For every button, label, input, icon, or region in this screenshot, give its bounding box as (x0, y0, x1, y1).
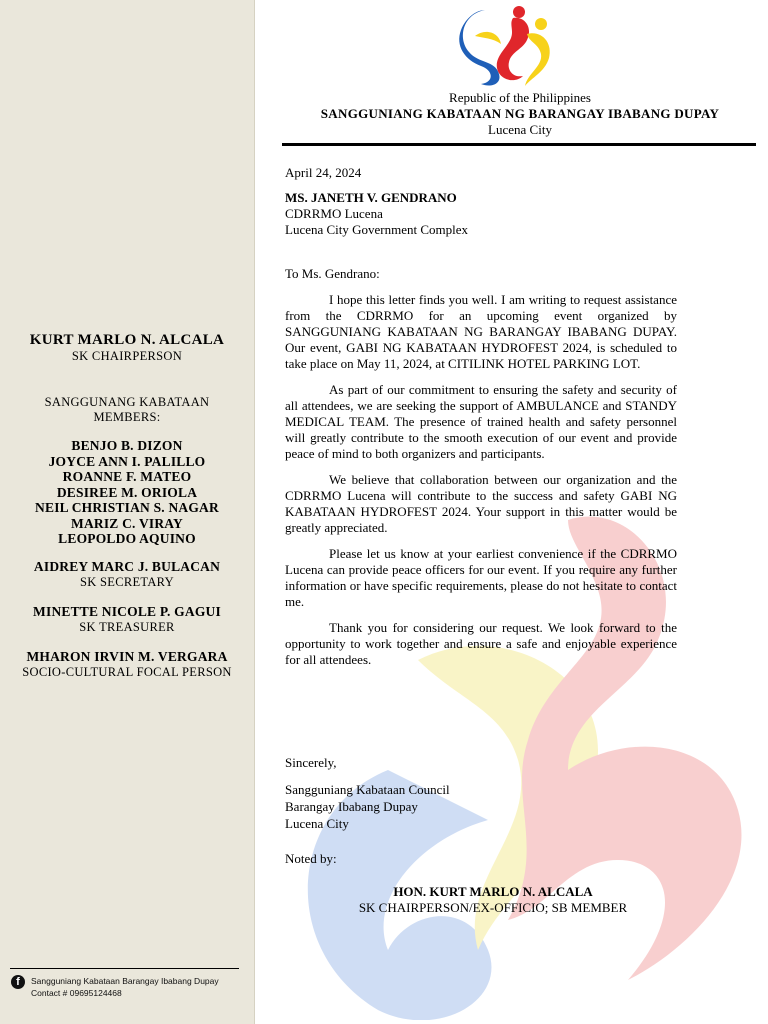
member-name: LEOPOLDO AQUINO (58, 531, 196, 546)
body-paragraph: We believe that collaboration between our organization and the CDRRMO Lucena will contribute to the success and safety GABI NG KABATAAN HYDROFEST 2024. Your support in this matter would be greatly appreciated. (285, 472, 677, 535)
header-divider (282, 143, 756, 146)
member-name: JOYCE ANN I. PALILLO (48, 453, 206, 469)
sender-line: Lucena City (285, 816, 349, 831)
signatory-name: HON. KURT MARLO N. ALCALA (393, 884, 593, 899)
sk-logo (455, 4, 555, 89)
sender-line: Barangay Ibabang Dupay (285, 799, 418, 814)
members-list (0, 438, 254, 547)
member-name: ROANNE F. MATEO (62, 469, 192, 484)
republic-line: Republic of the Philippines (449, 90, 591, 105)
signatory-block (285, 884, 701, 916)
salutation: To Ms. Gendrano: (285, 266, 380, 281)
sender-line: Sangguniang Kabataan Council (285, 782, 450, 797)
footer-contact: Contact # 09695124468 (31, 988, 122, 998)
treasurer-name: MINETTE NICOLE P. GAGUI (33, 604, 221, 619)
recipient-name: MS. JANETH V. GENDRANO (285, 190, 457, 205)
member-name: MARIZ C. VIRAY (71, 515, 183, 531)
member-name: DESIREE M. ORIOLA (56, 484, 198, 500)
members-heading (0, 395, 254, 425)
body-paragraph: Please let us know at your earliest convenience if the CDRRMO Lucena can provide peace officers for our event. If you require any further information or have specific requirements, please do not hesitate to contact me. (285, 546, 677, 609)
footer-divider (10, 968, 239, 969)
focal-person-title: SOCIO-CULTURAL FOCAL PERSON (22, 664, 232, 679)
members-heading-line-2: MEMBERS: (93, 410, 161, 424)
chairperson-name: KURT MARLO N. ALCALA (29, 332, 225, 348)
signatory-title: SK CHAIRPERSON/EX-OFFICIO; SB MEMBER (358, 900, 628, 915)
facebook-icon: f (11, 975, 25, 989)
recipient-address: Lucena City Government Complex (285, 222, 469, 237)
sidebar-panel (0, 0, 255, 1024)
noted-by-label: Noted by: (285, 851, 337, 866)
recipient-office: CDRRMO Lucena (285, 206, 383, 221)
focal-person-block (0, 649, 254, 680)
sender-block (285, 781, 677, 832)
recipient-block (285, 190, 677, 238)
closing: Sincerely, (285, 755, 337, 770)
secretary-block (0, 559, 254, 590)
organization-name: SANGGUNIANG KABATAAN NG BARANGAY IBABANG DUPAY (320, 106, 720, 121)
treasurer-title: SK TREASURER (79, 619, 175, 634)
footer-page-name: Sangguniang Kabataan Barangay Ibabang Dupay (31, 976, 219, 986)
focal-person-name: MHARON IRVIN M. VERGARA (26, 649, 228, 664)
chairperson-title: SK CHAIRPERSON (71, 348, 183, 363)
city-line: Lucena City (488, 122, 552, 137)
chairperson-block (0, 333, 254, 364)
secretary-name: AIDREY MARC J. BULACAN (33, 559, 221, 574)
body-paragraph: Thank you for considering our request. We look forward to the opportunity to work together and ensure a safe and enjoyable experience for all attendees. (285, 620, 677, 667)
letter-body (285, 292, 677, 668)
letter-date: April 24, 2024 (285, 165, 362, 180)
member-name: NEIL CHRISTIAN S. NAGAR (35, 500, 219, 515)
body-paragraph: As part of our commitment to ensuring the safety and security of all attendees, we are seeking the support of AMBULANCE and STANDY MEDICAL TEAM. The presence of trained health and safety personnel will greatly contribute to the smooth execution of our event and provide peace of mind to both organizers and participants. (285, 382, 677, 461)
letterhead (280, 90, 760, 138)
members-heading-line-1: SANGGUNANG KABATAAN (44, 395, 210, 409)
body-paragraph: I hope this letter finds you well. I am writing to request assistance from the CDRRMO for an upcoming event organized by SANGGUNIANG KABATAAN NG BARANGAY IBABANG DUPAY. Our event, GABI NG KABATAAN HYDROFEST 2024, is scheduled to take place on May 11, 2024, at CITILINK HOTEL PARKING LOT. (285, 292, 677, 371)
treasurer-block (0, 604, 254, 635)
member-name: BENJO B. DIZON (71, 438, 183, 453)
secretary-title: SK SECRETARY (80, 574, 174, 589)
